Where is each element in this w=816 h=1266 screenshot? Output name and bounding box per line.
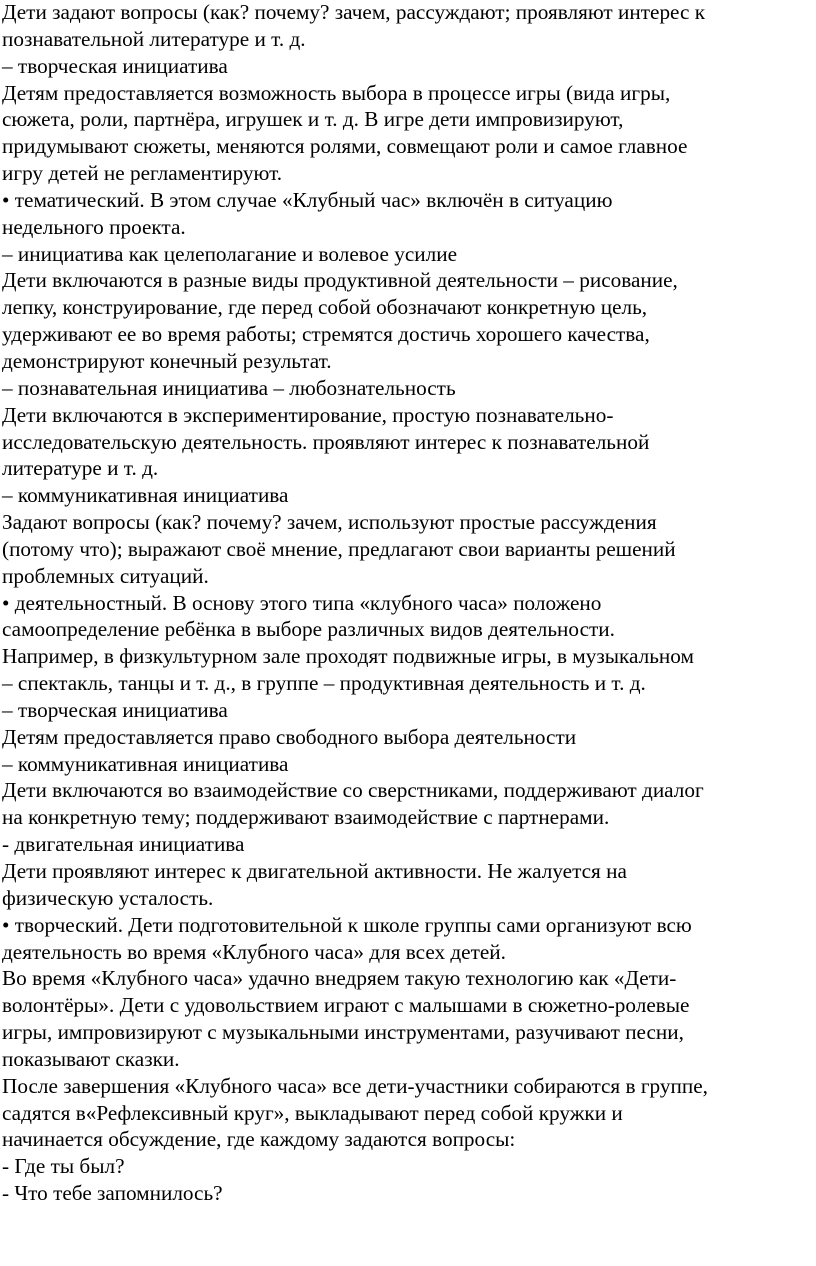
text-line: придумывают сюжеты, меняются ролями, совмещают роли и самое главное xyxy=(2,134,688,159)
text-line: исследовательскую деятельность. проявляют интерес к познавательной xyxy=(2,429,650,454)
text-line: Дети задают вопросы (как? почему? зачем, рассуждают; проявляют интерес к xyxy=(2,0,706,24)
text-line: садятся в«Рефлексивный круг», выкладывают перед собой кружки и xyxy=(2,1100,623,1125)
text-line: После завершения «Клубного часа» все дети-участники собираются в группе, xyxy=(2,1073,708,1098)
text-line: лепку, конструирование, где перед собой обозначают конкретную цель, xyxy=(2,295,648,320)
section-heading: – коммуникативная инициатива xyxy=(2,751,289,776)
bullet-line: • тематический. В этом случае «Клубный час» включён в ситуацию xyxy=(2,187,613,212)
text-line: – спектакль, танцы и т. д., в группе – продуктивная деятельность и т. д. xyxy=(2,671,646,696)
text-line: волонтёры». Дети с удовольствием играют с малышами в сюжетно-ролевые xyxy=(2,993,690,1018)
section-heading: – инициатива как целеполагание и волевое усилие xyxy=(2,241,458,266)
text-line: игру детей не регламентируют. xyxy=(2,161,283,186)
text-line: начинается обсуждение, где каждому задаются вопросы: xyxy=(2,1127,516,1152)
bullet-line: • деятельностный. В основу этого типа «клубного часа» положено xyxy=(2,590,602,615)
text-line: (потому что); выражают своё мнение, предлагают свои варианты решений xyxy=(2,536,676,561)
text-line: Дети проявляют интерес к двигательной активности. Не жалуется на xyxy=(2,859,627,883)
text-line: деятельность во время «Клубного часа» для всех детей. xyxy=(2,939,506,964)
question-line: - Что тебе запомнилось? xyxy=(2,1181,223,1206)
text-line: Дети включаются во взаимодействие со сверстниками, поддерживают диалог xyxy=(2,778,704,803)
text-line: литературе и т. д. xyxy=(2,456,159,481)
text-line: познавательной литературе и т. д. xyxy=(2,26,306,51)
text-line: самоопределение ребёнка в выборе различных видов деятельности. xyxy=(2,617,615,642)
text-line: Например, в физкультурном зале проходят подвижные игры, в музыкальном xyxy=(2,644,694,669)
text-line: Во время «Клубного часа» удачно внедряем такую технологию как «Дети- xyxy=(2,966,677,991)
question-line: - Где ты был? xyxy=(2,1154,125,1179)
text-line: физическую усталость. xyxy=(2,885,214,910)
bullet-line: • творческий. Дети подготовительной к школе группы сами организуют всю xyxy=(2,912,692,937)
text-line: Дети включаются в разные виды продуктивной деятельности – рисование, xyxy=(2,268,678,293)
text-line: недельного проекта. xyxy=(2,214,186,239)
text-line: сюжета, роли, партнёра, игрушек и т. д. В игре дети импровизируют, xyxy=(2,107,624,132)
section-heading: - двигательная инициатива xyxy=(2,832,245,857)
text-line: на конкретную тему; поддерживают взаимодействие с партнерами. xyxy=(2,805,610,830)
text-line: удерживают ее во время работы; стремятся достичь хорошего качества, xyxy=(2,322,650,347)
text-line: демонстрируют конечный результат. xyxy=(2,348,332,373)
section-heading: – коммуникативная инициатива xyxy=(2,483,289,508)
section-heading: – творческая инициатива xyxy=(2,697,228,722)
section-heading: – познавательная инициатива – любознательность xyxy=(2,375,456,400)
text-line: игры, импровизируют с музыкальными инструментами, разучивают песни, xyxy=(2,1020,684,1045)
text-line: Задают вопросы (как? почему? зачем, используют простые рассуждения xyxy=(2,510,657,535)
section-heading: – творческая инициатива xyxy=(2,53,228,78)
text-line: проблемных ситуаций. xyxy=(2,563,209,588)
text-line: Детям предоставляется право свободного выбора деятельности xyxy=(2,724,577,749)
text-line: показывают сказки. xyxy=(2,1046,180,1071)
text-line: Дети включаются в экспериментирование, простую познавательно- xyxy=(2,402,614,427)
text-line: Детям предоставляется возможность выбора в процессе игры (вида игры, xyxy=(2,80,671,105)
